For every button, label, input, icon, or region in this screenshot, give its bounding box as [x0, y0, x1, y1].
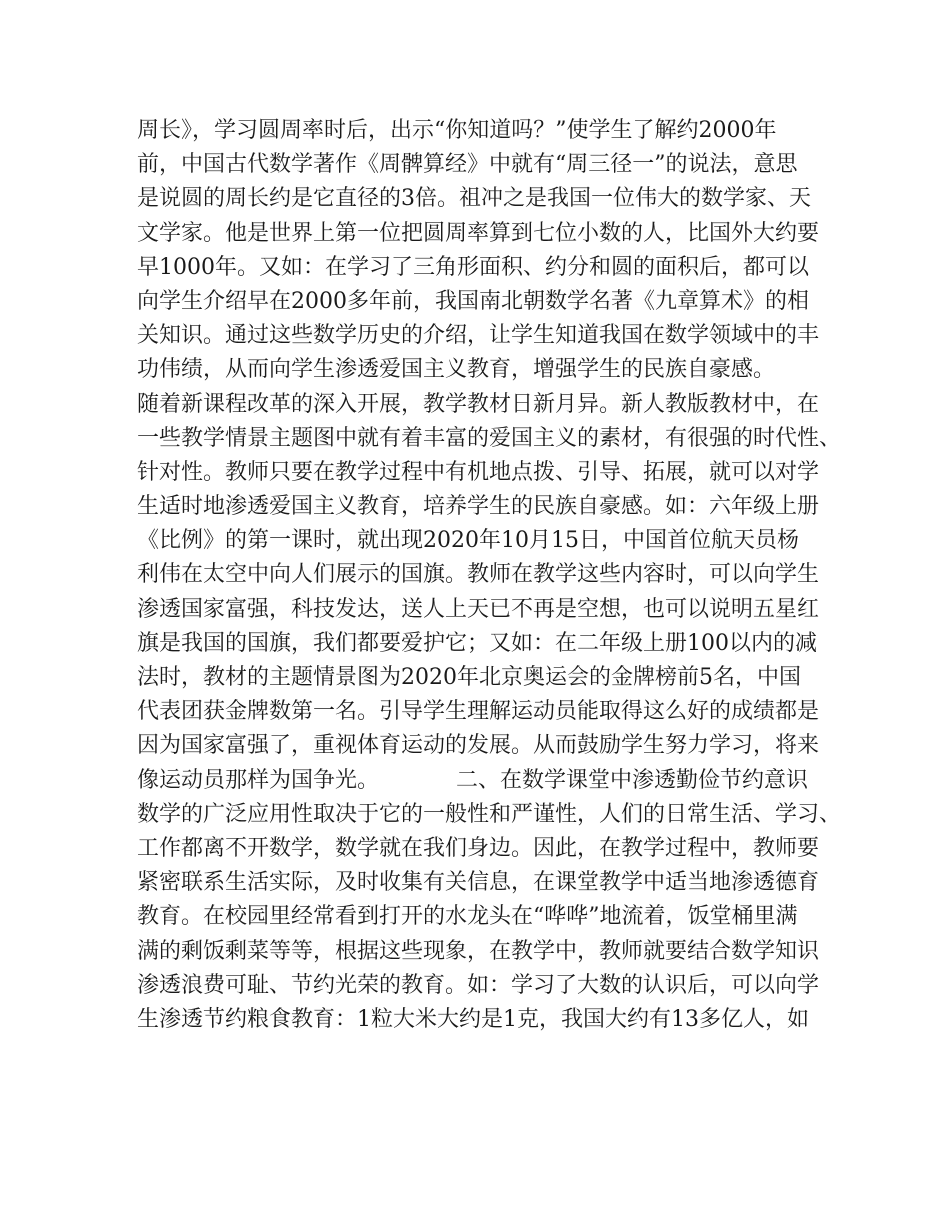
text-line: 渗透国家富强，科技发达，送人上天已不再是空想，也可以说明五星红	[137, 596, 820, 622]
text-line: 渗透浪费可耻、节约光荣的教育。如：学习了大数的认识后，可以向学	[137, 972, 820, 998]
text-line: 教育。在校园里经常看到打开的水龙头在“哗哗”地流着，饭堂桶里满	[137, 904, 798, 930]
body-text	[137, 114, 842, 1037]
text-line: 功伟绩，从而向学生渗透爱国主义教育，增强学生的民族自豪感。	[137, 357, 776, 383]
text-line: 是说圆的周长约是它直径的3倍。祖冲之是我国一位伟大的数学家、天	[137, 186, 811, 212]
text-line: 向学生介绍早在2000多年前，我国南北朝数学名著《九章算术》的相	[137, 288, 809, 314]
text-line: 旗是我国的国旗，我们都要爱护它；又如：在二年级上册100以内的减	[137, 630, 817, 656]
text-line: 文学家。他是世界上第一位把圆周率算到七位小数的人，比国外大约要	[137, 220, 820, 246]
text-line: 工作都离不开数学，数学就在我们身边。因此，在教学过程中，教师要	[137, 835, 820, 861]
text-line: 关知识。通过这些数学历史的介绍，让学生知道我国在数学领域中的丰	[137, 323, 820, 349]
text-line: 像运动员那样为国争光。 二、在数学课堂中渗透勤俭节约意识	[137, 767, 809, 793]
text-line: 满的剩饭剩菜等等，根据这些现象，在教学中，教师就要结合数学知识	[137, 938, 820, 964]
text-line: 数学的广泛应用性取决于它的一般性和严谨性，人们的日常生活、学习、	[137, 801, 842, 827]
text-line: 一些教学情景主题图中就有着丰富的爱国主义的素材，有很强的时代性、	[137, 425, 842, 451]
text-line: 因为国家富强了，重视体育运动的发展。从而鼓励学生努力学习，将来	[137, 733, 820, 759]
text-line: 前，中国古代数学著作《周髀算经》中就有“周三径一”的说法，意思	[137, 152, 798, 178]
text-line: 紧密联系生活实际，及时收集有关信息，在课堂教学中适当地渗透德育	[137, 870, 820, 896]
text-line: 《比例》的第一课时，就出现2020年10月15日，中国首位航天员杨	[137, 528, 799, 554]
text-line: 针对性。教师只要在教学过程中有机地点拨、引导、拓展，就可以对学	[137, 459, 820, 485]
text-line: 生渗透节约粮食教育：1粒大米大约是1克，我国大约有13多亿人，如	[137, 1006, 809, 1032]
text-line: 代表团获金牌数第一名。引导学生理解运动员能取得这么好的成绩都是	[137, 699, 820, 725]
text-line: 早1000年。又如：在学习了三角形面积、约分和圆的面积后，都可以	[137, 254, 809, 280]
text-line: 周长》，学习圆周率时后，出示“你知道吗？”使学生了解约2000年	[137, 118, 777, 143]
text-line: 生适时地渗透爱国主义教育，培养学生的民族自豪感。如：六年级上册	[137, 494, 820, 520]
text-line: 随着新课程改革的深入开展，教学教材日新月异。新人教版教材中，在	[137, 391, 820, 417]
text-line: 法时，教材的主题情景图为2020年北京奥运会的金牌榜前5名，中国	[137, 665, 801, 690]
text-line: 利伟在太空中向人们展示的国旗。教师在教学这些内容时，可以向学生	[137, 562, 820, 588]
